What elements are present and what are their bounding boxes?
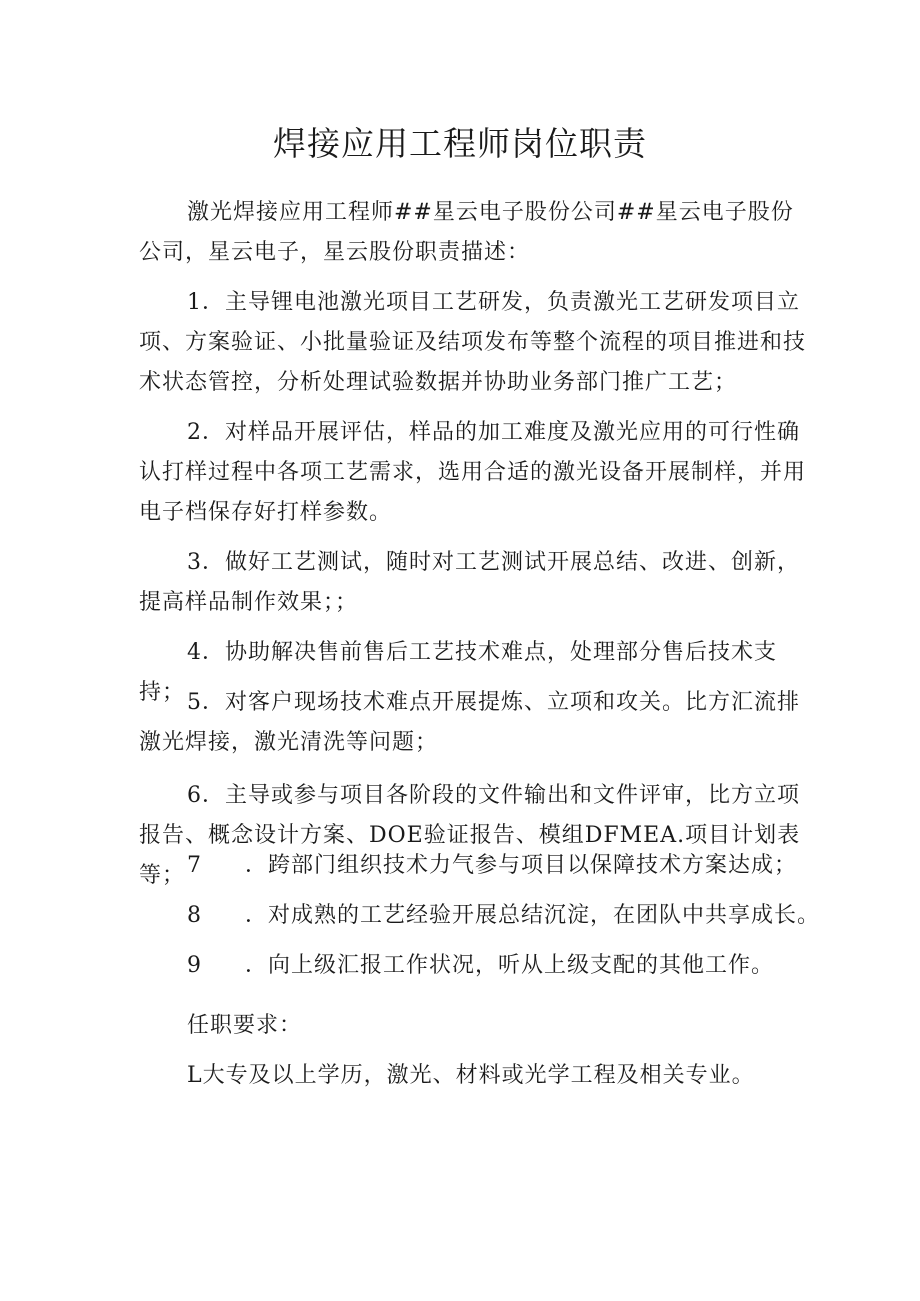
duty-item-8 (187, 896, 820, 936)
duty-item-2: 2．对样品开展评估，样品的加工难度及激光应用的可行性确认打样过程中各项工艺需求，选用合适的激光设备开展制样，并用电子档保存好打样参数。 (139, 420, 807, 525)
document-title: 焊接应用工程师岗位职责 (273, 124, 647, 163)
duty-item-9-text: ．向上级汇报工作状况，听从上级支配的其他工作。 (245, 953, 775, 978)
duty-item-8-number: 8 (187, 903, 202, 928)
duty-item-7-number: 7 (187, 853, 202, 878)
requirements-heading: 任职要求： (187, 1013, 303, 1038)
duty-item-7 (187, 846, 797, 886)
duty-item-9 (187, 946, 774, 986)
duty-item-7-text: ．跨部门组织技术力气参与项目以保障技术方案达成； (245, 853, 798, 878)
duty-item-6: 6．主导或参与项目各阶段的文件输出和文件评审，比方立项报告、概念设计方案、DOE验证报告、模组DFMEA.项目计划表等； (139, 783, 801, 888)
intro-paragraph: 激光焊接应用工程师##星云电子股份公司##星云电子股份公司，星云电子，星云股份职责描述： (139, 200, 794, 265)
duty-item-5: 5．对客户现场技术难点开展提炼、立项和攻关。比方汇流排激光焊接，激光清洗等问题； (139, 690, 800, 755)
requirement-item-1: L大专及以上学历，激光、材料或光学工程及相关专业。 (187, 1063, 755, 1088)
duty-item-4: 4．协助解决售前售后工艺技术难点，处理部分售后技术支持； (139, 640, 777, 705)
duty-item-9-number: 9 (187, 953, 202, 978)
duty-item-3: 3．做好工艺测试，随时对工艺测试开展总结、改进、创新，提高样品制作效果；； (139, 550, 800, 615)
duty-item-8-text: ．对成熟的工艺经验开展总结沉淀，在团队中共享成长。 (245, 903, 821, 928)
duty-item-1: 1．主导锂电池激光项目工艺研发，负责激光工艺研发项目立项、方案验证、小批量验证及结项发布等整个流程的项目推进和技术状态管控，分析处理试验数据并协助业务部门推广工艺； (139, 290, 807, 395)
